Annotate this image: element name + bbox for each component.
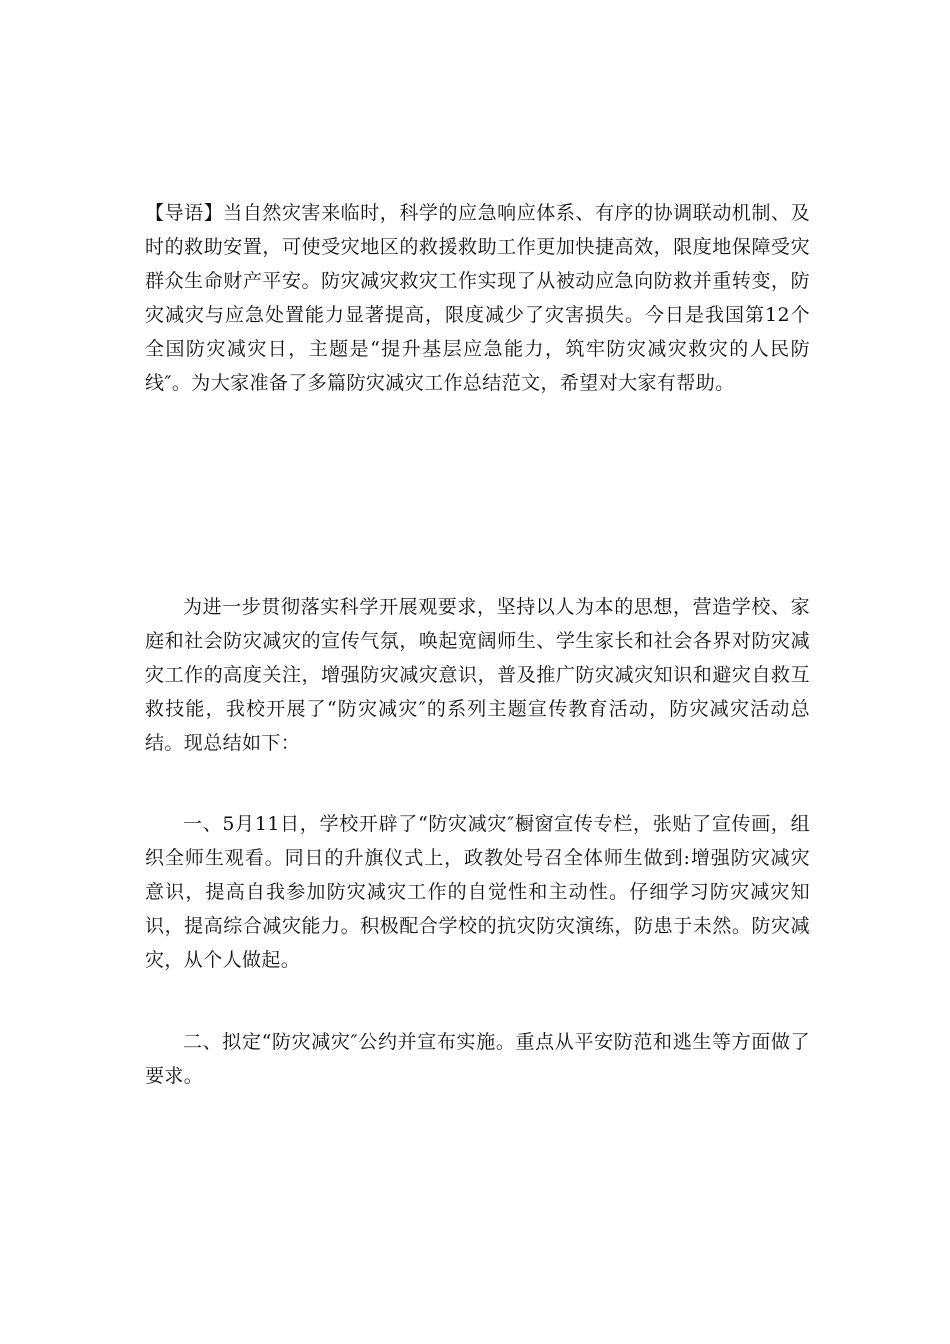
body-paragraph-2: 一、5月11日，学校开辟了“防灾减灾″橱窗宣传专栏，张贴了宣传画，组织全师生观看。同日的升旗仪式上，政教处号召全体师生做到:增强防灾减灾意识，提高自我参加防灾减灾工作的自觉性和主动性。仔细学习防灾减灾知识，提高综合减灾能力。积极配合学校的抗灾防灾演练，防患于未然。防灾减灾，从个人做起。 bbox=[145, 813, 810, 971]
body-paragraph-1: 为进一步贯彻落实科学开展观要求，坚持以人为本的思想，营造学校、家庭和社会防灾减灾的宣传气氛，唤起宽阔师生、学生家长和社会各界对防灾减灾工作的高度关注，增强防灾减灾意识，普及推广防灾减灾知识和避灾自救互救技能，我校开展了“防灾减灾″的系列主题宣传教育活动，防灾减灾活动总结。现总结如下： bbox=[145, 596, 810, 754]
body-paragraph-3: 二、拟定“防灾减灾″公约并宣布实施。重点从平安防范和逃生等方面做了要求。 bbox=[145, 1031, 810, 1087]
intro-paragraph: 【导语】当自然灾害来临时，科学的应急响应体系、有序的协调联动机制、及时的救助安置，可使受灾地区的救援救助工作更加快捷高效，限度地保障受灾群众生命财产平安。防灾减灾救灾工作实现了从被动应急向防救并重转变，防灾减灾与应急处置能力显著提高，限度减少了灾害损失。今日是我国第12个全国防灾减灾日，主题是“提升基层应急能力，筑牢防灾减灾救灾的人民防线″。为大家准备了多篇防灾减灾工作总结范文，希望对大家有帮助。 bbox=[145, 202, 810, 394]
